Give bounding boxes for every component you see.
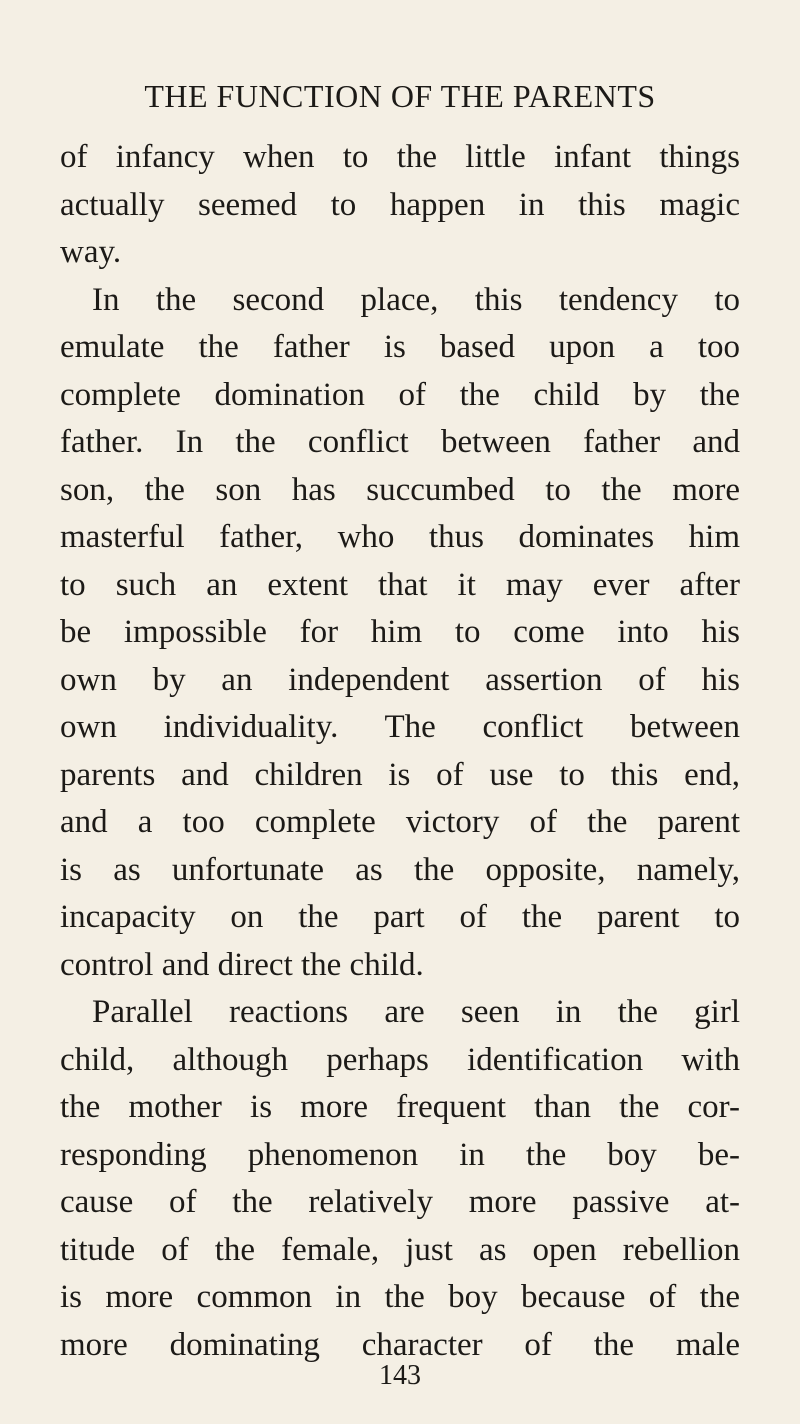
text-line: emulate the father is based upon a too	[60, 329, 740, 365]
text-line: control and direct the child.	[60, 946, 424, 983]
text-line: more dominating character of the male	[60, 1326, 740, 1363]
text-line: Parallel reactions are seen in the girl	[92, 994, 740, 1030]
text-line: masterful father, who thus dominates him	[60, 519, 740, 555]
text-line: actually seemed to happen in this magic	[60, 186, 740, 223]
text-line: cause of the relatively more passive at-	[60, 1184, 740, 1220]
text-line: father. In the conflict between father and	[60, 424, 740, 460]
text-line: complete domination of the child by the	[60, 376, 740, 413]
text-line: son, the son has succumbed to the more	[60, 471, 740, 508]
text-line: to such an extent that it may ever after	[60, 566, 740, 603]
body-text	[60, 134, 740, 1369]
text-line: is as unfortunate as the opposite, namely,	[60, 851, 740, 888]
text-line: child, although perhaps identification with	[60, 1041, 740, 1078]
text-line: parents and children is of use to this end,	[60, 756, 740, 793]
text-line: own by an independent assertion of his	[60, 661, 740, 698]
text-line: own individuality. The conflict between	[60, 709, 740, 745]
text-line: incapacity on the part of the parent to	[60, 899, 740, 935]
text-line: and a too complete victory of the parent	[60, 804, 740, 840]
text-line: titude of the female, just as open rebellion	[60, 1231, 740, 1268]
page-number: 143	[379, 1360, 421, 1391]
text-line: responding phenomenon in the boy be-	[60, 1136, 740, 1173]
running-head: THE FUNCTION OF THE PARENTS	[144, 78, 656, 114]
text-line: be impossible for him to come into his	[60, 614, 740, 650]
text-line: is more common in the boy because of the	[60, 1279, 740, 1315]
text-line: the mother is more frequent than the cor-	[60, 1089, 740, 1125]
text-line: In the second place, this tendency to	[92, 281, 740, 318]
text-line: way.	[60, 234, 122, 270]
text-line: of infancy when to the little infant things	[60, 139, 740, 175]
